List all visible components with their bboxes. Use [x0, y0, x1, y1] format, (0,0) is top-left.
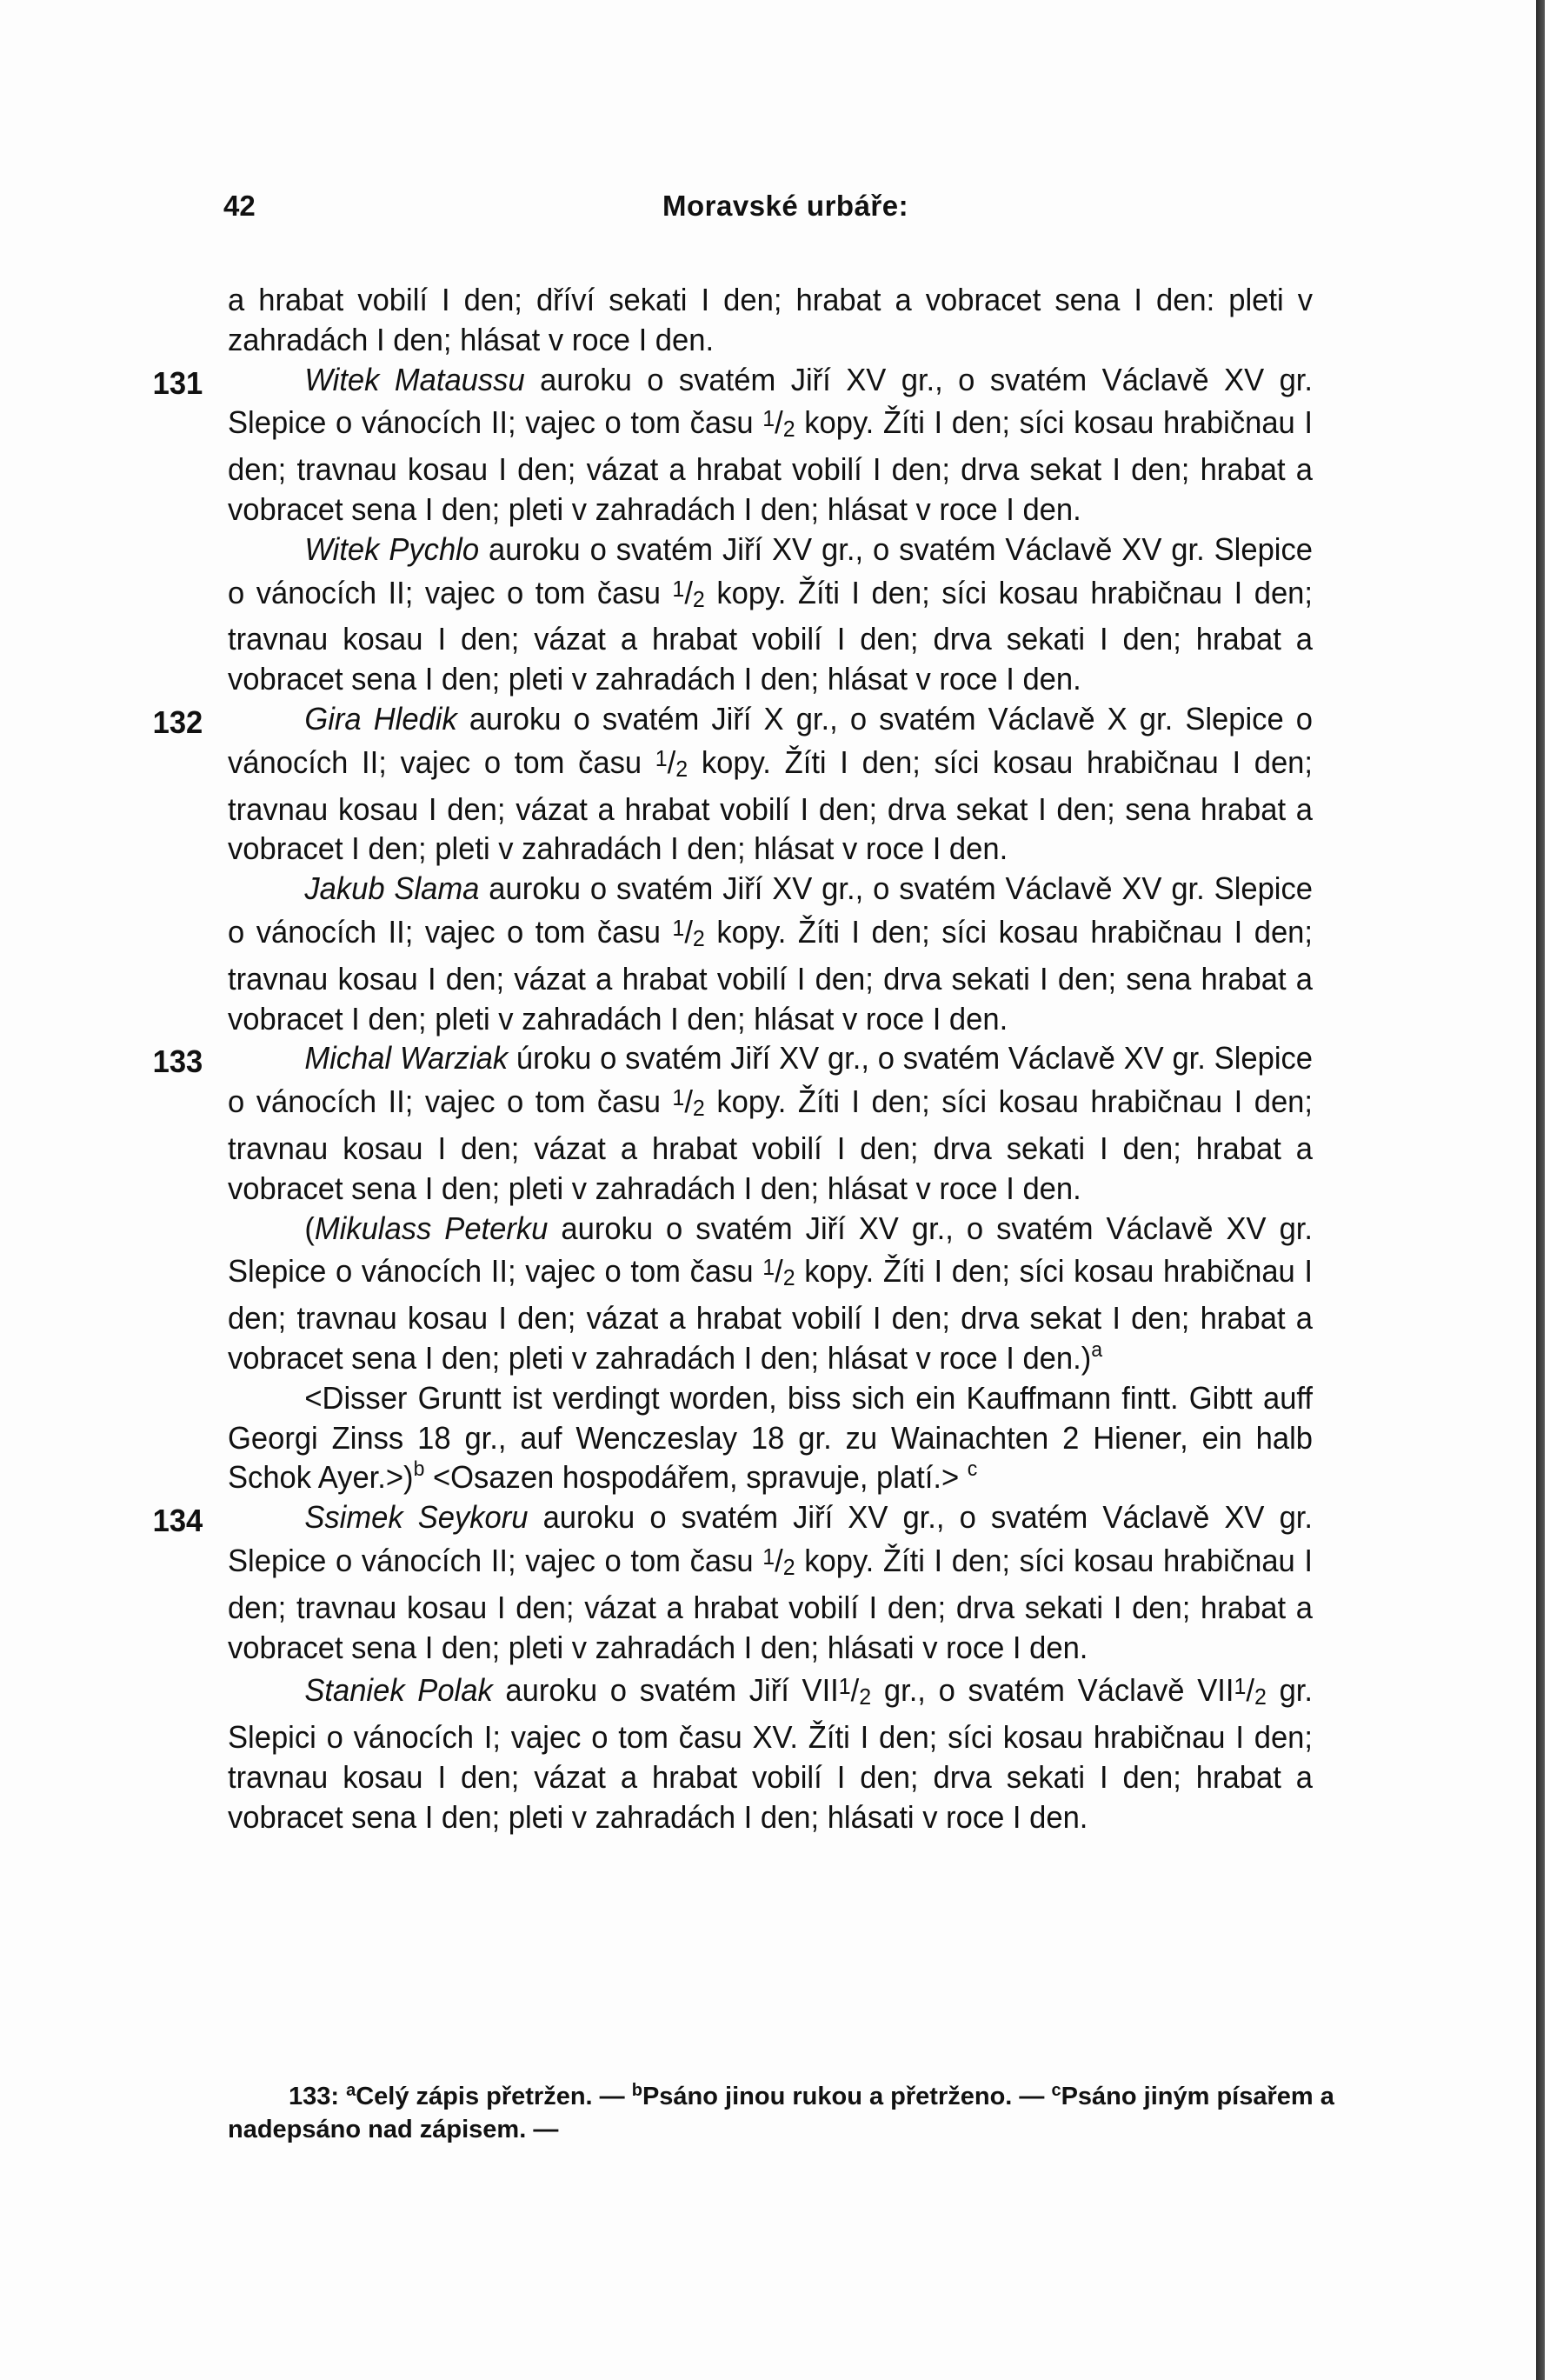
footnote-marker: b: [413, 1457, 425, 1482]
paragraph: [228, 280, 1313, 360]
paragraph: [228, 869, 1313, 1038]
fraction-denominator: 2: [675, 755, 689, 782]
footnote-marker: a: [346, 2081, 356, 2100]
text-run: /: [775, 1542, 783, 1578]
text-run: gr. Slepici o vánocích I; vajec o tom času XV. Žíti I den; síci kosau hrabičnau I den; travnau kosau I den; vázat a hrabat vobilí I den; drva sekati I den; hrabat a vobracet sena I den; pleti v zahradách I den; hlásati v roce I den.: [228, 1672, 1313, 1835]
text-run: kopy. Žíti I den; síci kosau hrabičnau I den; travnau kosau I den; vázat a hrabat vobilí I den; drva sekat I den; hrabat a vobracet sena I den; pleti v zahradách I den; hlásat v roce I den.): [228, 1253, 1313, 1376]
paragraph: [152, 1038, 1314, 1208]
fraction-denominator: 2: [859, 1683, 872, 1710]
fraction-numerator: 1: [762, 1254, 775, 1281]
text-run: auroku o svatém Jiří VII: [492, 1672, 839, 1709]
text-run: /: [684, 1083, 693, 1120]
text-run: auroku o svatém Jiří XV gr., o svatém Václavě XV gr. Slepice o vánocích II; vajec o tom času: [228, 1210, 1313, 1290]
paragraph: [228, 1209, 1313, 1378]
text-run: (: [304, 1210, 315, 1246]
text-run: /: [684, 913, 693, 950]
paragraph: [152, 1497, 1313, 1667]
person-name: Ssimek Seykoru: [304, 1499, 529, 1536]
person-name: Michal Warziak: [304, 1040, 509, 1077]
person-name: Witek Mataussu: [304, 361, 525, 397]
paragraph: [228, 530, 1313, 699]
fraction-numerator: 1: [672, 575, 685, 602]
fraction-numerator: 1: [762, 1543, 775, 1570]
text-run: kopy. Žíti I den; síci kosau hrabičnau I den; travnau kosau I den; vázat a hrabat vobilí I den; drva sekat I den; sena hrabat a vobracet I den; pleti v zahradách I den; hlásat v roce I den.: [228, 743, 1313, 867]
fraction-denominator: 2: [692, 1095, 705, 1122]
text-run: /: [775, 1253, 783, 1290]
footnote-marker: b: [631, 2081, 642, 2100]
entry-number: 131: [152, 364, 203, 401]
footnote-text: Psáno jinou rukou a přetrženo. —: [642, 2083, 1052, 2110]
text-run: kopy. Žíti I den; síci kosau hrabičnau I den; travnau kosau I den; vázat a hrabat vobilí I den; drva sekati I den; hrabat a vobracet sena I den; pleti v zahradách I den; hlásat v roce I den.: [228, 574, 1314, 697]
fraction-denominator: 2: [692, 585, 705, 612]
person-name: Witek Pychlo: [304, 530, 480, 567]
running-title: Moravské urbáře:: [662, 190, 909, 222]
text-run: úroku o svatém Jiří XV gr., o svatém Václavě XV gr. Slepice o vánocích II; vajec o tom času: [228, 1040, 1314, 1120]
person-name: Gira Hledik: [304, 700, 457, 737]
fraction-denominator: 2: [782, 1553, 795, 1580]
footnote-marker: c: [1051, 2081, 1061, 2100]
text-run: kopy. Žíti I den; síci kosau hrabičnau I den; travnau kosau I den; vázat a hrabat vobilí I den; drva sekati I den; sena hrabat a vobracet I den; pleti v zahradách I den; hlásat v roce I den.: [228, 913, 1314, 1037]
footnotes: [228, 2080, 1358, 2146]
page-number: 42: [223, 190, 256, 222]
person-name: Mikulass Peterku: [314, 1210, 549, 1246]
fraction-denominator: 2: [782, 416, 795, 443]
text-run: auroku o svatém Jiří XV gr., o svatém Václavě XV gr. Slepice o vánocích II; vajec o tom času: [228, 530, 1313, 610]
text-run: <Osazen hospodářem, spravuje, platí.>: [424, 1459, 968, 1496]
fraction-numerator: 1: [838, 1673, 851, 1700]
paragraph: [228, 1667, 1313, 1837]
text-run: auroku o svatém Jiří XV gr., o svatém Václavě XV gr. Slepice o vánocích II; vajec o tom času: [228, 1499, 1313, 1578]
paragraph: [152, 699, 1313, 869]
footnote-text: 133:: [289, 2083, 347, 2110]
fraction-numerator: 1: [655, 744, 668, 771]
footnote-marker: a: [1091, 1337, 1103, 1362]
text-run: /: [775, 404, 783, 441]
footnote-text: Celý zápis přetržen. —: [356, 2083, 632, 2110]
page-edge-shadow: [1536, 0, 1545, 2380]
fraction-numerator: 1: [672, 914, 685, 941]
fraction-denominator: 2: [1254, 1683, 1267, 1710]
fraction-denominator: 2: [782, 1264, 795, 1291]
text-run: kopy. Žíti I den; síci kosau hrabičnau I den; travnau kosau I den; vázat a hrabat vobilí I den; drva sekati I den; hrabat a vobracet sena I den; pleti v zahradách I den; hlásat v roce I den.: [228, 1083, 1314, 1206]
page-header: [223, 183, 1358, 226]
entry-number: 133: [152, 1043, 203, 1080]
fraction-numerator: 1: [762, 405, 775, 432]
paragraph: [228, 1378, 1313, 1497]
text-run: /: [684, 574, 693, 610]
text-run: a hrabat vobilí I den; dříví sekati I den; hrabat a vobracet sena I den: pleti v zahradách I den; hlásat v roce I den.: [228, 282, 1313, 357]
text-run: /: [667, 743, 676, 780]
body-text: [152, 280, 1314, 1837]
text-run: kopy. Žíti I den; síci kosau hrabičnau I den; travnau kosau I den; vázat a hrabat vobilí I den; drva sekati I den; hrabat a vobracet sena I den; pleti v zahradách I den; hlásati v roce I den.: [228, 1542, 1313, 1665]
fraction-numerator: 1: [1234, 1673, 1247, 1700]
fraction-numerator: 1: [672, 1084, 685, 1111]
fraction-denominator: 2: [692, 924, 705, 951]
entry-number: 134: [152, 1503, 203, 1539]
text-run: /: [850, 1672, 860, 1709]
text-run: /: [1246, 1672, 1254, 1709]
person-name: Jakub Slama: [304, 870, 480, 907]
text-run: gr., o svatém Václavě VII: [871, 1672, 1234, 1709]
text-run: auroku o svatém Jiří X gr., o svatém Václavě X gr. Slepice o vánocích II; vajec o tom času: [228, 700, 1313, 780]
entry-number: 132: [152, 703, 203, 740]
text-run: <Disser Gruntt ist verdingt worden, biss sich ein Kauffmann fintt. Gibtt auff Georgi Zinss 18 gr., auf Wenczeslay 18 gr. zu Wainachten 2 Hiener, ein halb Schok Ayer.>): [228, 1379, 1313, 1496]
paragraph: [152, 360, 1313, 530]
text-run: kopy. Žíti I den; síci kosau hrabičnau I den; travnau kosau I den; vázat a hrabat vobilí I den; drva sekat I den; hrabat a vobracet sena I den; pleti v zahradách I den; hlásat v roce I den.: [228, 404, 1313, 527]
text-run: auroku o svatém Jiří XV gr., o svatém Václavě XV gr. Slepice o vánocích II; vajec o tom času: [228, 361, 1313, 441]
text-run: auroku o svatém Jiří XV gr., o svatém Václavě XV gr. Slepice o vánocích II; vajec o tom času: [228, 870, 1313, 950]
footnote-text: Psáno jiným písařem a nadepsáno nad zápisem. —: [228, 2083, 1334, 2143]
person-name: Staniek Polak: [304, 1672, 493, 1709]
footnote-marker: c: [967, 1457, 978, 1482]
